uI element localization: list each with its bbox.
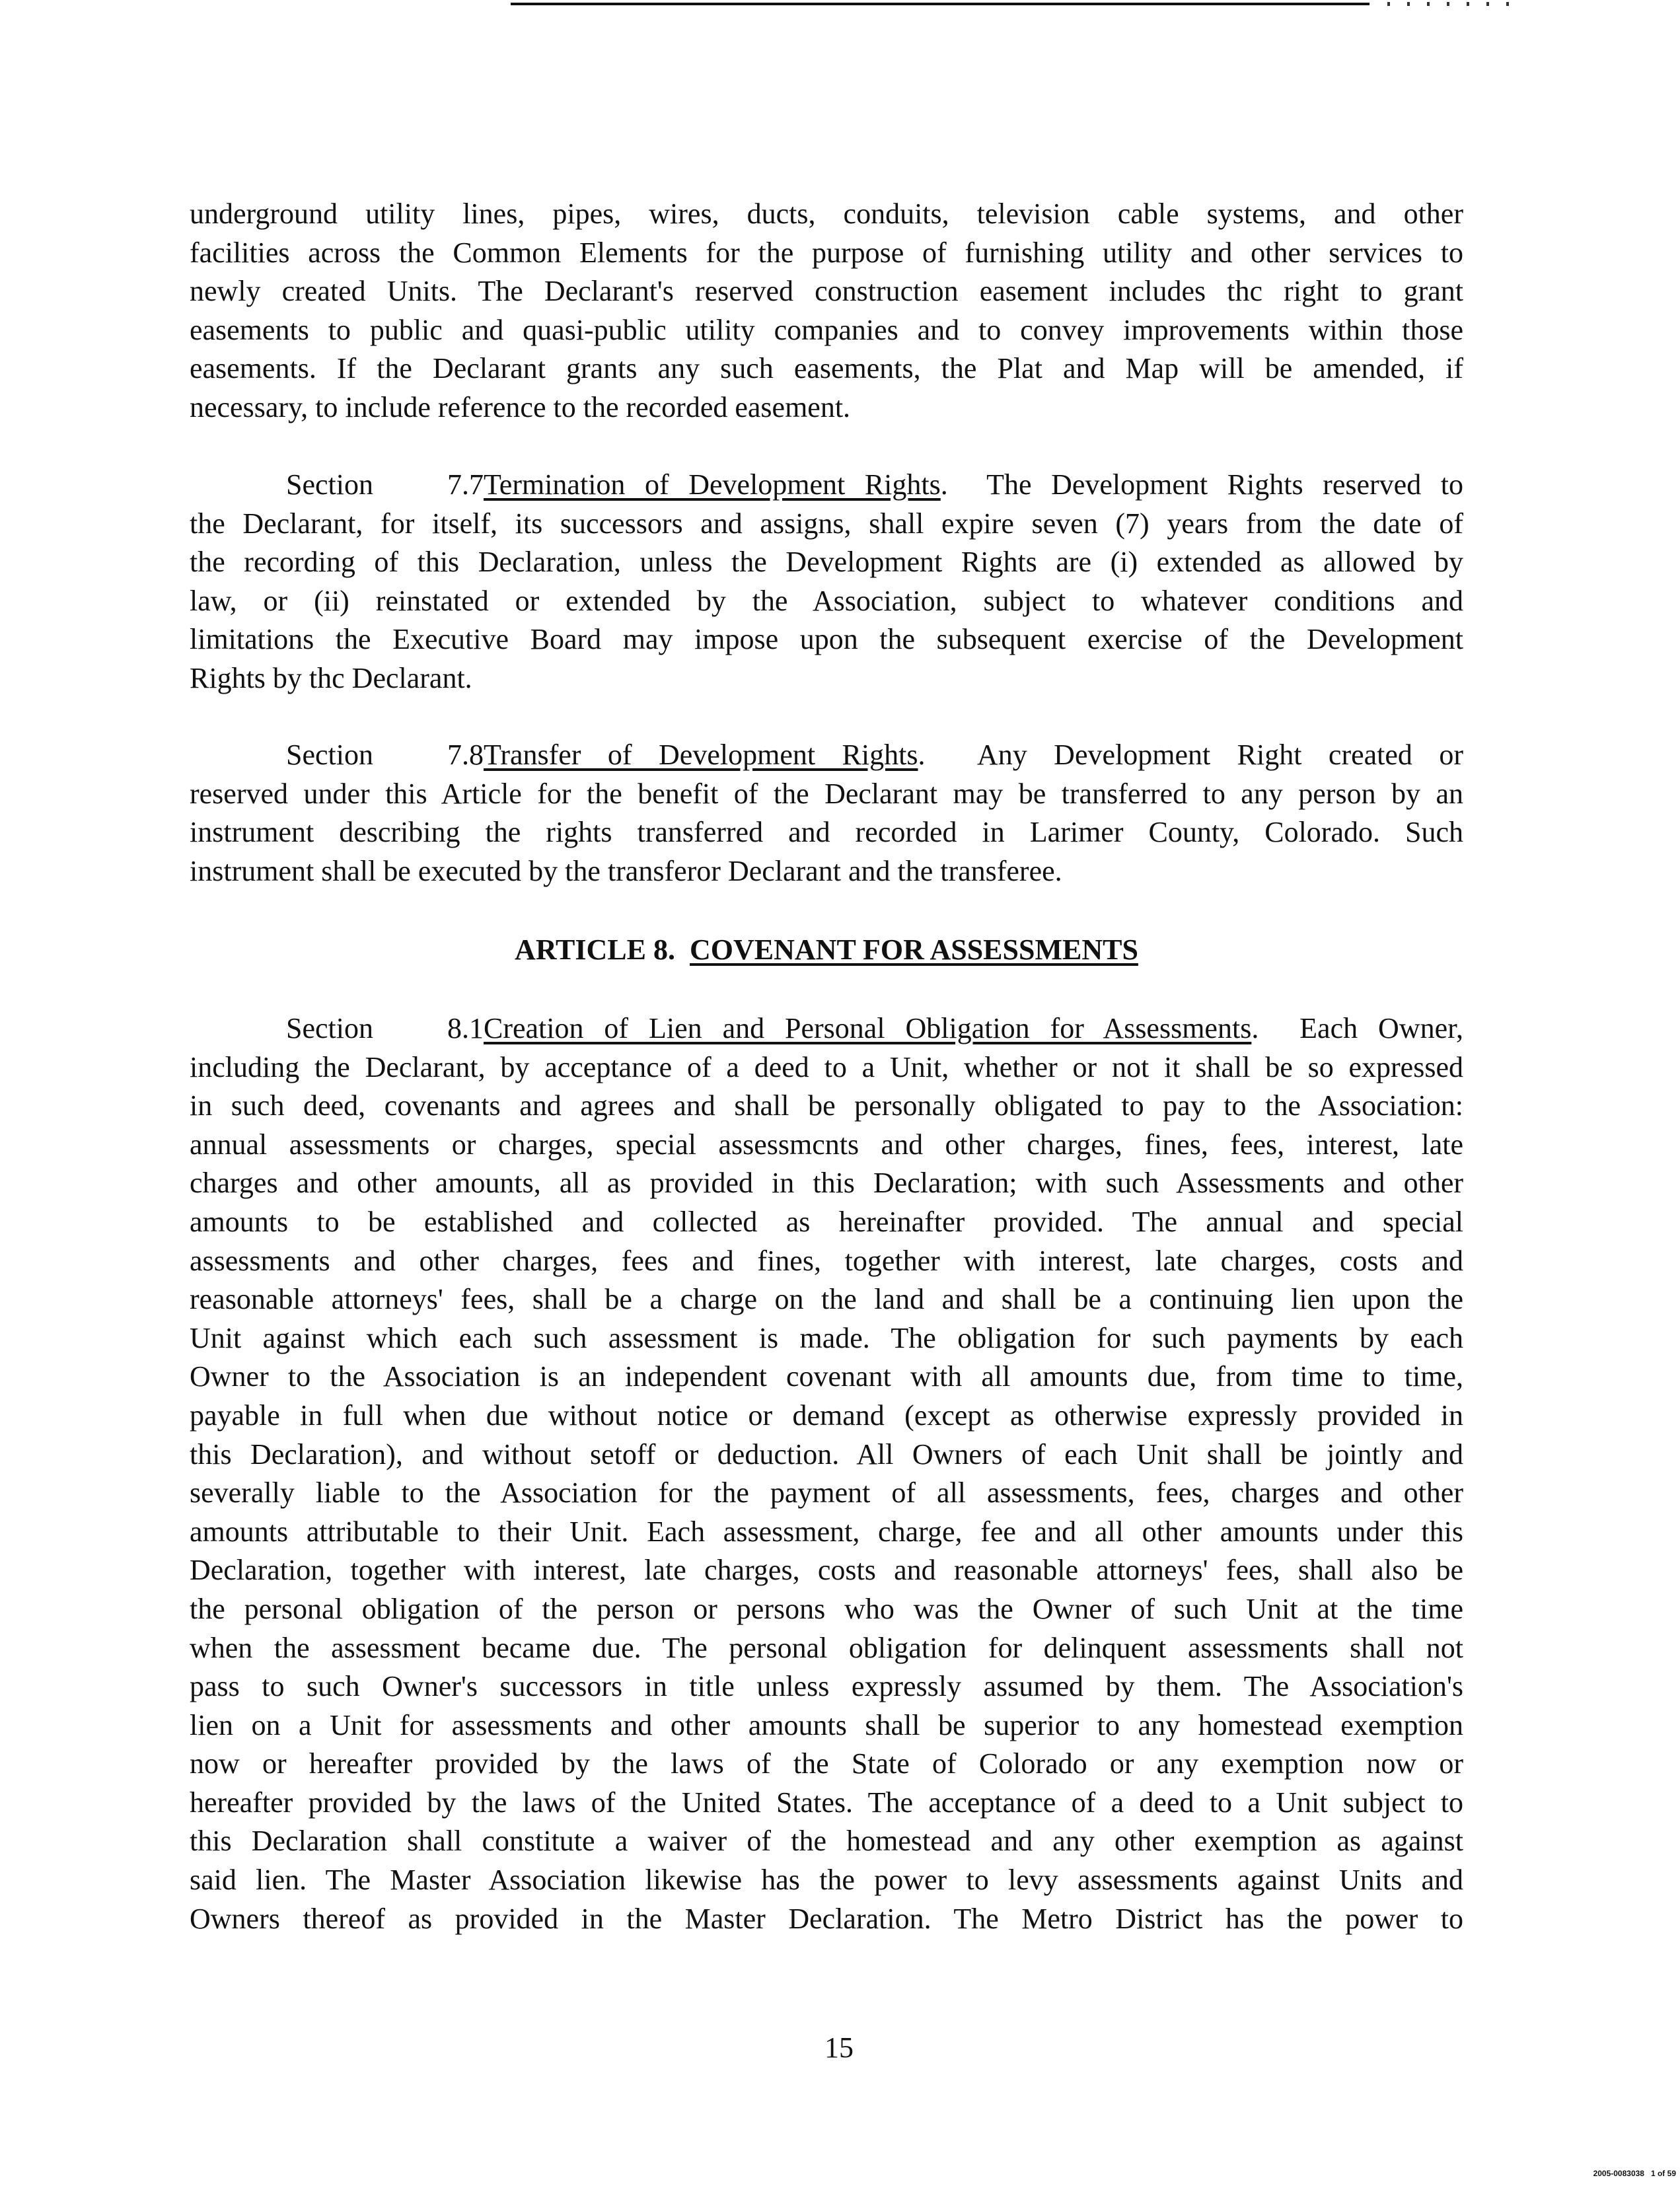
paragraph-line: charges and other amounts, all as provided in this Declaration; with such Assessments and other xyxy=(190,1167,1463,1200)
section-first-line-text: . The Development Rights reserved to xyxy=(940,468,1463,501)
paragraph-line: reserved under this Article for the benefit of the Declarant may be transferred to any person by an xyxy=(190,777,1463,810)
paragraph-line: in such deed, covenants and agrees and shall be personally obligated to pay to the Association: xyxy=(190,1089,1463,1122)
paragraph-line: instrument shall be executed by the transferor Declarant and the transferee. xyxy=(190,854,1062,887)
section-title: Termination of Development Rights xyxy=(484,468,941,501)
recording-stamp: 2005-0083038 1 of 59 xyxy=(1593,2169,1676,2178)
paragraph-line: instrument describing the rights transferred and recorded in Larimer County, Colorado. Such xyxy=(190,816,1463,849)
paragraph-line: payable in full when due without notice or demand (except as otherwise expressly provided in xyxy=(190,1399,1463,1432)
paragraph-line: easements to public and quasi-public utility companies and to convey improvements within those xyxy=(190,313,1463,346)
paragraph-line: Declaration, together with interest, late charges, costs and reasonable attorneys' fees, shall also be xyxy=(190,1554,1463,1587)
paragraph-line: the recording of this Declaration, unless the Development Rights are (i) extended as allowed by xyxy=(190,546,1463,579)
paragraph-line: said lien. The Master Association likewise has the power to levy assessments against Units and xyxy=(190,1864,1463,1897)
section-8-1 xyxy=(190,1009,1463,1938)
paragraph-line: Owner to the Association is an independent covenant with all amounts due, from time to time, xyxy=(190,1360,1463,1393)
section-label: Section 7.8 xyxy=(286,739,484,771)
scan-top-artifacts xyxy=(1387,2,1519,6)
paragraph-line: including the Declarant, by acceptance of a deed to a Unit, whether or not it shall be so expressed xyxy=(190,1050,1463,1083)
article-heading xyxy=(190,931,1463,970)
paragraph-line: this Declaration shall constitute a waiver of the homestead and any other exemption as against xyxy=(190,1825,1463,1858)
paragraph-line: now or hereafter provided by the laws of the State of Colorado or any exemption now or xyxy=(190,1747,1463,1780)
paragraph-line: limitations the Executive Board may impose upon the subsequent exercise of the Development xyxy=(190,623,1463,656)
paragraph-line: assessments and other charges, fees and fines, together with interest, late charges, costs and xyxy=(190,1244,1463,1277)
paragraph-line: this Declaration), and without setoff or deduction. All Owners of each Unit shall be jointly and xyxy=(190,1438,1463,1471)
article-number: ARTICLE 8. xyxy=(515,933,675,966)
paragraph-line: when the assessment became due. The personal obligation for delinquent assessments shall not xyxy=(190,1631,1463,1664)
paragraph-line: hereafter provided by the laws of the United States. The acceptance of a deed to a Unit subject to xyxy=(190,1786,1463,1819)
section-7-7 xyxy=(190,466,1463,698)
paragraph-line: reasonable attorneys' fees, shall be a charge on the land and shall be a continuing lien upon the xyxy=(190,1283,1463,1316)
paragraph-line: annual assessments or charges, special assessmcnts and other charges, fines, fees, interest, late xyxy=(190,1128,1463,1161)
paragraph-line: law, or (ii) reinstated or extended by the Association, subject to whatever conditions and xyxy=(190,584,1463,617)
scan-top-rule xyxy=(511,3,1370,5)
paragraph-line: Owners thereof as provided in the Master Declaration. The Metro District has the power to xyxy=(190,1902,1463,1935)
section-7-8 xyxy=(190,736,1463,891)
paragraph-line: amounts attributable to their Unit. Each assessment, charge, fee and all other amounts under this xyxy=(190,1515,1463,1548)
paragraph-line xyxy=(190,736,1463,775)
section-title: Transfer of Development Rights xyxy=(484,739,918,771)
section-label: Section 7.7 xyxy=(286,468,484,501)
paragraph-line: underground utility lines, pipes, wires, ducts, conduits, television cable systems, and other xyxy=(190,198,1463,230)
section-first-line-text: . Each Owner, xyxy=(1251,1012,1464,1044)
paragraph-continuation xyxy=(190,195,1463,427)
section-label: Section 8.1 xyxy=(286,1012,484,1044)
paragraph-line: necessary, to include reference to the recorded easement. xyxy=(190,390,851,423)
paragraph-line: Unit against which each such assessment is made. The obligation for such payments by each xyxy=(190,1321,1463,1354)
section-title: Creation of Lien and Personal Obligation for Assessments xyxy=(484,1012,1252,1044)
paragraph-line: severally liable to the Association for the payment of all assessments, fees, charges and other xyxy=(190,1476,1463,1510)
paragraph-line: the personal obligation of the person or persons who was the Owner of such Unit at the time xyxy=(190,1592,1463,1625)
section-first-line-text: . Any Development Right created or xyxy=(918,739,1464,771)
paragraph-line xyxy=(190,466,1463,505)
paragraph-line: newly created Units. The Declarant's reserved construction easement includes thc right to grant xyxy=(190,275,1463,308)
paragraph-line: easements. If the Declarant grants any such easements, the Plat and Map will be amended, if xyxy=(190,352,1463,385)
paragraph-line: amounts to be established and collected as hereinafter provided. The annual and special xyxy=(190,1205,1463,1238)
paragraph-line: facilities across the Common Elements for the purpose of furnishing utility and other services to xyxy=(190,236,1463,269)
page-number: 15 xyxy=(824,2031,854,2064)
paragraph-line: Rights by thc Declarant. xyxy=(190,661,472,694)
paragraph-line: the Declarant, for itself, its successors and assigns, shall expire seven (7) years from the date of xyxy=(190,507,1463,540)
paragraph-line: pass to such Owner's successors in title unless expressly assumed by them. The Association's xyxy=(190,1670,1463,1703)
paragraph-line xyxy=(190,1009,1463,1048)
article-title: COVENANT FOR ASSESSMENTS xyxy=(690,933,1138,966)
paragraph-line: lien on a Unit for assessments and other amounts shall be superior to any homestead exemption xyxy=(190,1708,1463,1741)
